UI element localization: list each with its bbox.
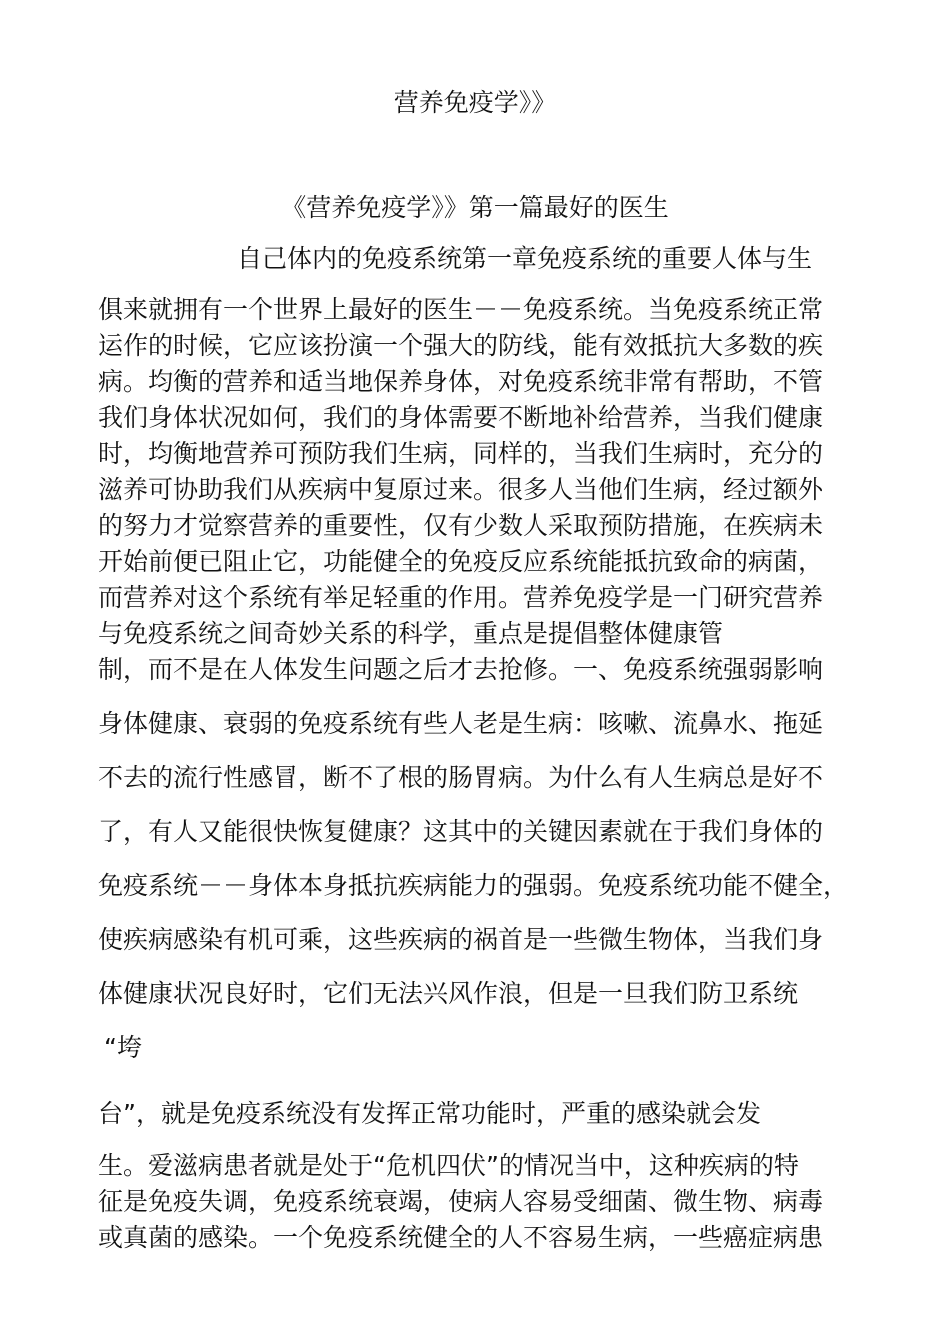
body-line: 生。爱滋病患者就是处于“危机四伏”的情况当中，这种疾病的特 [98, 1151, 799, 1180]
body-line: 开始前便已阻止它，功能健全的免疫反应系统能抵抗致命的病菌， [98, 547, 824, 576]
body-line: 不去的流行性感冒，断不了根的肠胃病。为什么有人生病总是好不 [98, 763, 824, 792]
body-line: 台”，就是免疫系统没有发挥正常功能时，严重的感染就会发 [98, 1099, 761, 1128]
body-line: 免疫系统－－身体本身抵抗疾病能力的强弱。免疫系统功能不健全， [98, 871, 849, 900]
body-line: 而营养对这个系统有举足轻重的作用。营养免疫学是一门研究营养 [98, 583, 824, 612]
body-line: 我们身体状况如何，我们的身体需要不断地补给营养，当我们健康 [98, 403, 824, 432]
body-line: 征是免疫失调，免疫系统衰竭，使病人容易受细菌、微生物、病毒 [98, 1187, 824, 1216]
body-line: 制，而不是在人体发生问题之后才去抢修。一、免疫系统强弱影响 [98, 655, 824, 684]
body-line: 俱来就拥有一个世界上最好的医生－－免疫系统。当免疫系统正常 [98, 295, 824, 324]
body-line: 了，有人又能很快恢复健康？这其中的关键因素就在于我们身体的 [98, 817, 824, 846]
body-line: 自己体内的免疫系统第一章免疫系统的重要人体与生 [237, 244, 813, 273]
body-line: 运作的时候，它应该扮演一个强大的防线，能有效抵抗大多数的疾 [98, 331, 824, 360]
body-line: 病。均衡的营养和适当地保养身体，对免疫系统非常有帮助，不管 [98, 367, 824, 396]
body-line: 与免疫系统之间奇妙关系的科学，重点是提倡整体健康管 [98, 619, 724, 648]
body-line: 滋养可协助我们从疾病中复原过来。很多人当他们生病，经过额外 [98, 475, 824, 504]
body-line: 的努力才觉察营养的重要性，仅有少数人采取预防措施，在疾病未 [98, 511, 824, 540]
body-line: 时，均衡地营养可预防我们生病，同样的，当我们生病时，充分的 [98, 439, 824, 468]
body-line: “垮 [104, 1033, 142, 1062]
body-line: 体健康状况良好时，它们无法兴风作浪，但是一旦我们防卫系统 [98, 979, 799, 1008]
body-line: 身体健康、衰弱的免疫系统有些人老是生病：咳嗽、流鼻水、拖延 [98, 709, 824, 738]
document-header-title: 营养免疫学》》 [393, 88, 557, 117]
chapter-title: 《营养免疫学》》第一篇最好的医生 [281, 193, 669, 222]
body-line: 使疾病感染有机可乘，这些疾病的祸首是一些微生物体，当我们身 [98, 925, 824, 954]
body-line: 或真菌的感染。一个免疫系统健全的人不容易生病，一些癌症病患 [98, 1223, 824, 1252]
